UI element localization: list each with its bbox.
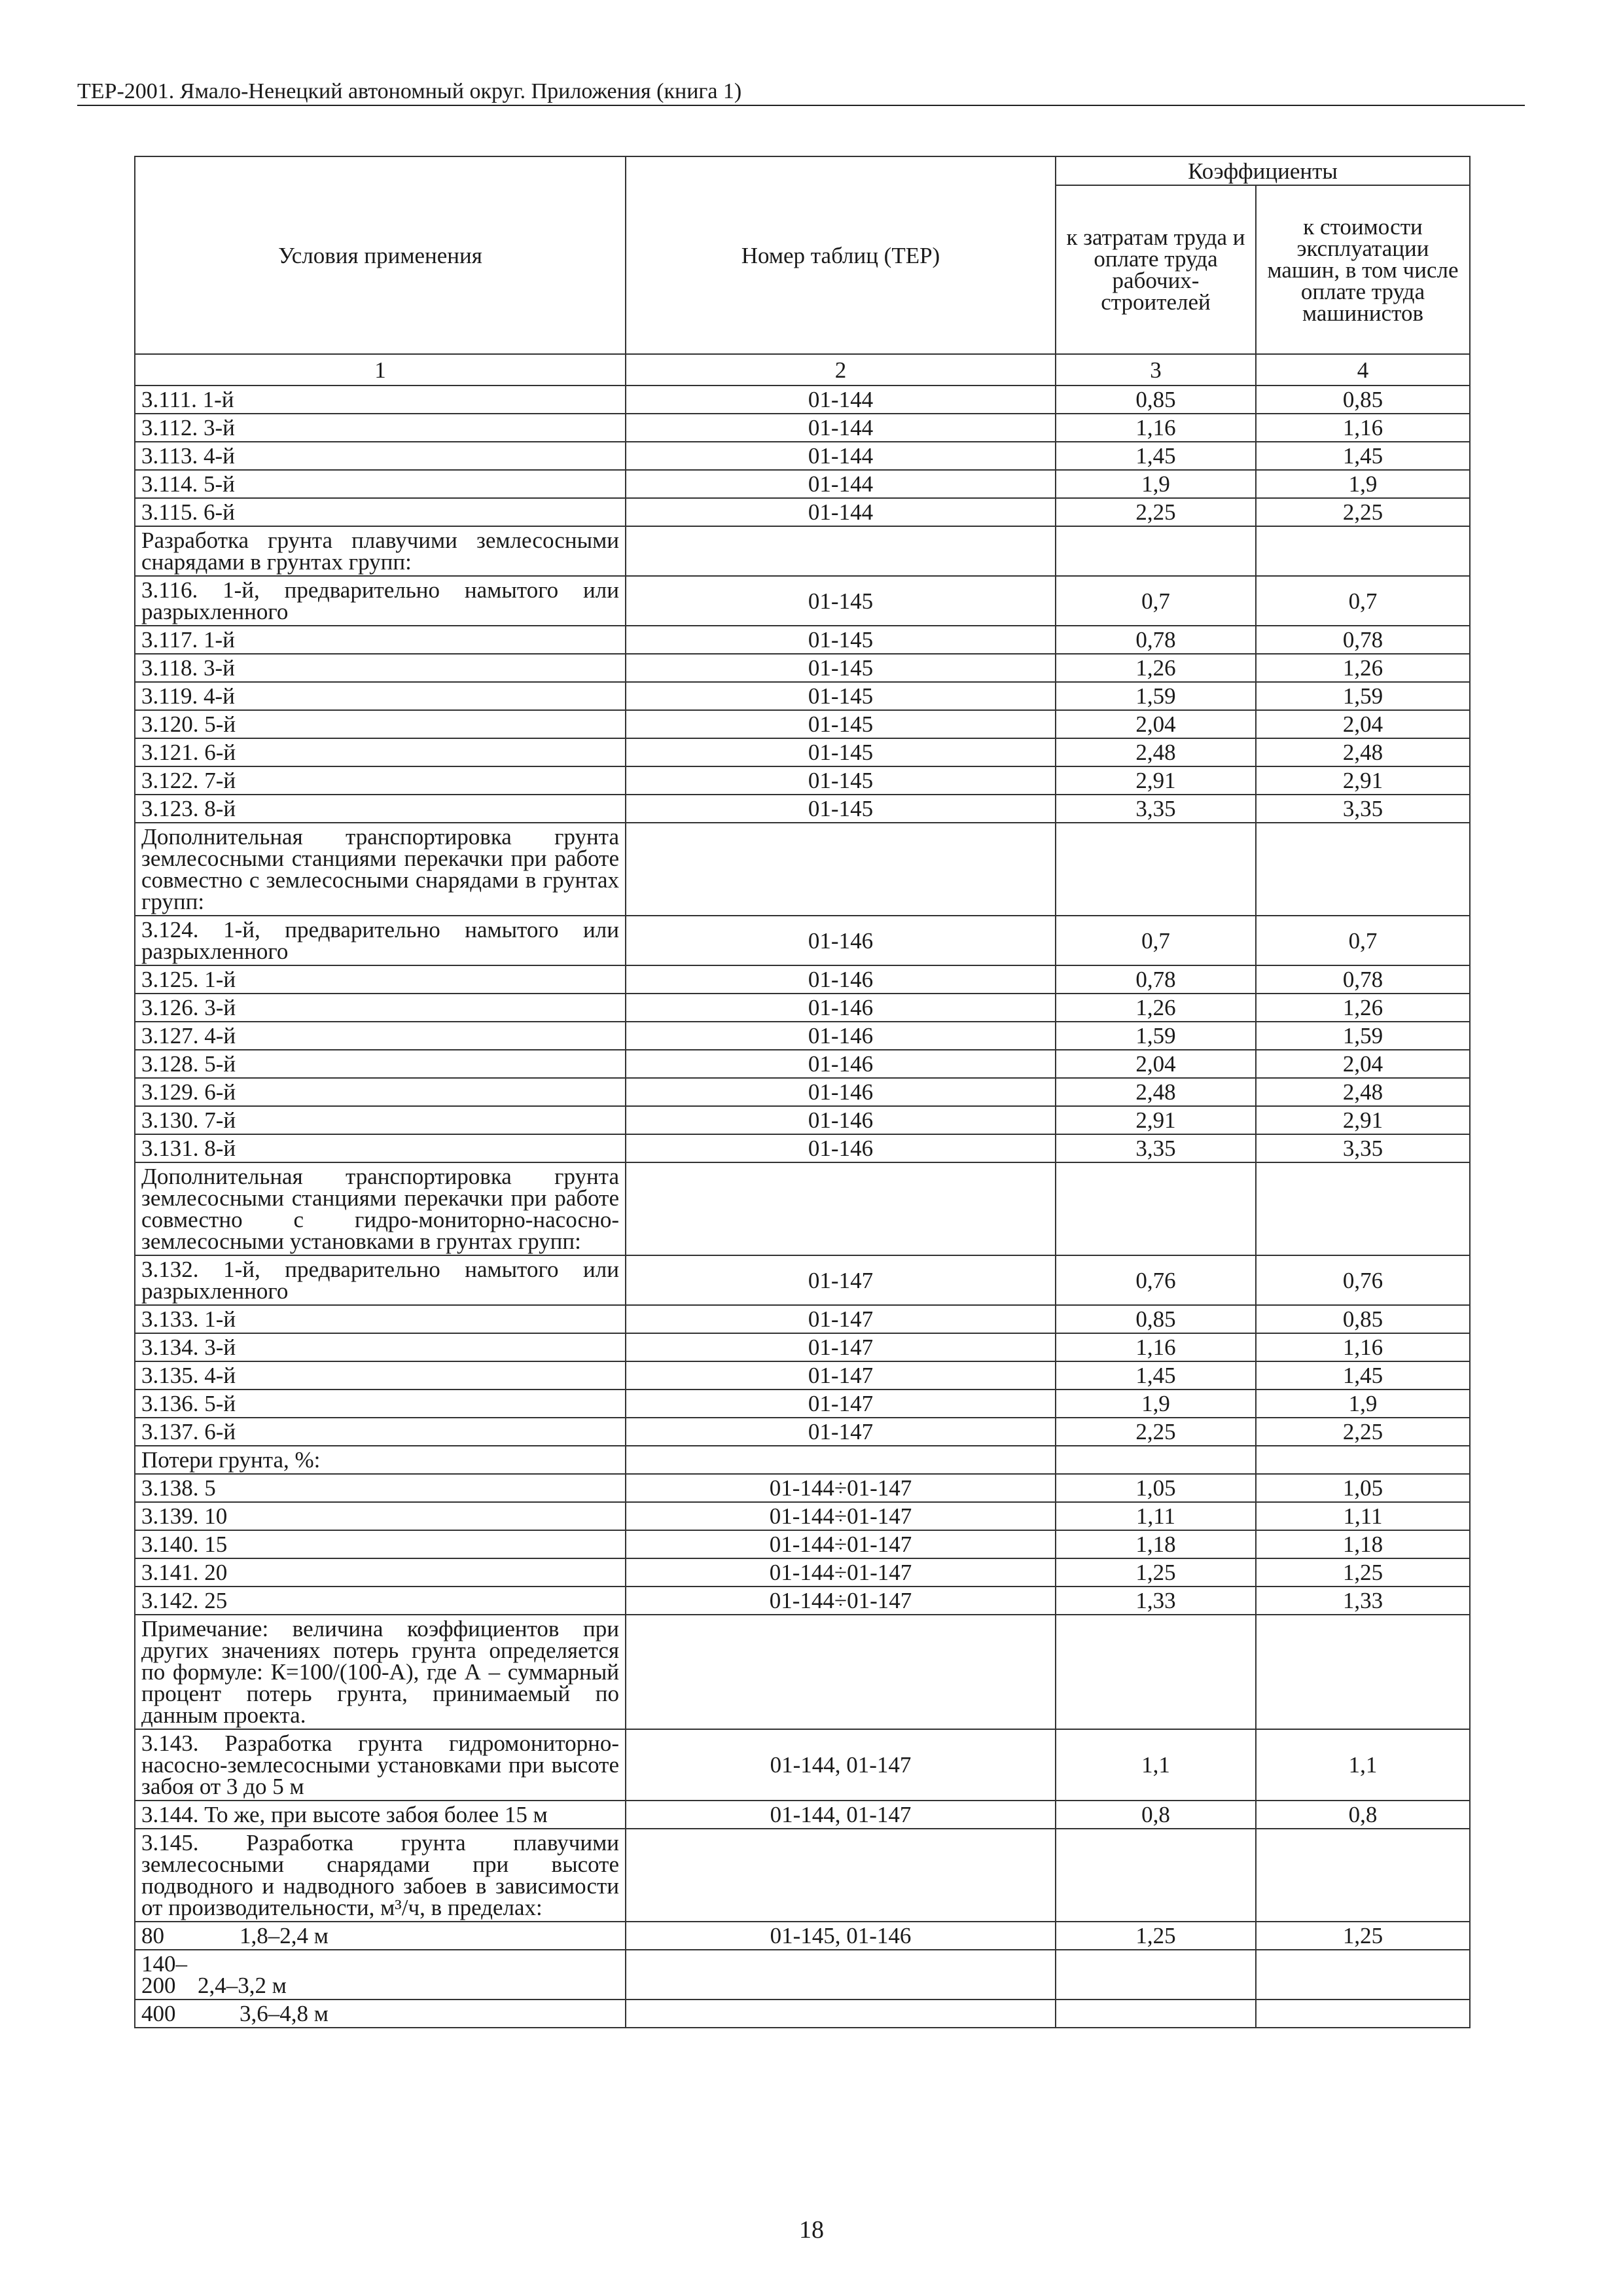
- table-head: [135, 156, 1470, 386]
- row-table-number: 01-147: [626, 1361, 1056, 1390]
- row-machines-coefficient: 1,25: [1256, 1922, 1470, 1950]
- row-machines-coefficient: 2,48: [1256, 1078, 1470, 1106]
- productivity-row: [135, 1922, 1470, 1950]
- table-row: [135, 654, 1470, 682]
- row-labor-coefficient: 1,59: [1056, 682, 1256, 710]
- row-description: Примечание: величина коэффициентов при других значениях потерь грунта определяется по формуле: К=100/(100-А), где А – суммарный процент потерь грунта, принимаемый по данным проекта.: [135, 1615, 626, 1729]
- row-table-number: [626, 823, 1056, 916]
- row-table-number: 01-144: [626, 414, 1056, 442]
- row-table-number: 01-146: [626, 994, 1056, 1022]
- row-table-number: 01-147: [626, 1305, 1056, 1333]
- row-description: 3.118. 3-й: [135, 654, 626, 682]
- row-machines-coefficient: 0,8: [1256, 1801, 1470, 1829]
- row-labor-coefficient: 0,78: [1056, 626, 1256, 654]
- productivity-description: [135, 1950, 626, 2000]
- row-machines-coefficient: 1,26: [1256, 654, 1470, 682]
- row-description: 3.124. 1-й, предварительно намытого или разрыхленного: [135, 916, 626, 965]
- table-row: [135, 1418, 1470, 1446]
- row-machines-coefficient: 2,04: [1256, 710, 1470, 738]
- table-row: [135, 1305, 1470, 1333]
- row-table-number: [626, 1615, 1056, 1729]
- row-labor-coefficient: 1,16: [1056, 414, 1256, 442]
- table-row: [135, 386, 1470, 414]
- table-row: [135, 710, 1470, 738]
- row-description: 3.126. 3-й: [135, 994, 626, 1022]
- row-description: 3.112. 3-й: [135, 414, 626, 442]
- column-number: 3: [1056, 354, 1256, 386]
- productivity-height: 2,4–3,2 м: [198, 1973, 287, 1998]
- row-table-number: 01-145: [626, 626, 1056, 654]
- row-description: 3.117. 1-й: [135, 626, 626, 654]
- productivity-body: [135, 1922, 1470, 2028]
- running-header: ТЕР-2001. Ямало-Ненецкий автономный округ. Приложения (книга 1): [77, 79, 742, 103]
- productivity-row: [135, 1950, 1470, 2000]
- row-labor-coefficient: 1,11: [1056, 1502, 1256, 1530]
- table-row: [135, 1390, 1470, 1418]
- row-table-number: 01-145, 01-146: [626, 1922, 1056, 1950]
- row-labor-coefficient: 0,78: [1056, 965, 1256, 994]
- table-row: [135, 1502, 1470, 1530]
- row-table-number: 01-144÷01-147: [626, 1530, 1056, 1558]
- row-table-number: [626, 2000, 1056, 2028]
- row-machines-coefficient: 1,11: [1256, 1502, 1470, 1530]
- table-row: [135, 1078, 1470, 1106]
- row-machines-coefficient: 0,76: [1256, 1255, 1470, 1305]
- table-row: [135, 626, 1470, 654]
- row-machines-coefficient: 1,05: [1256, 1474, 1470, 1502]
- row-description: 3.114. 5-й: [135, 470, 626, 498]
- row-description: 3.119. 4-й: [135, 682, 626, 710]
- row-table-number: 01-146: [626, 1134, 1056, 1162]
- column-number: 2: [626, 354, 1056, 386]
- row-labor-coefficient: 3,35: [1056, 795, 1256, 823]
- row-description: 3.122. 7-й: [135, 766, 626, 795]
- row-table-number: 01-144÷01-147: [626, 1502, 1056, 1530]
- row-labor-coefficient: 2,04: [1056, 710, 1256, 738]
- productivity-capacity: 400: [141, 2001, 176, 2026]
- productivity-height: 1,8–2,4 м: [240, 1923, 329, 1948]
- row-table-number: 01-146: [626, 1106, 1056, 1134]
- row-machines-coefficient: 0,85: [1256, 386, 1470, 414]
- row-description: 3.140. 15: [135, 1530, 626, 1558]
- row-labor-coefficient: 2,48: [1056, 1078, 1256, 1106]
- row-machines-coefficient: [1256, 823, 1470, 916]
- header-conditions: Условия применения: [135, 156, 626, 354]
- table-row: [135, 1530, 1470, 1558]
- table-row: [135, 795, 1470, 823]
- row-description: 3.113. 4-й: [135, 442, 626, 470]
- row-machines-coefficient: [1256, 2000, 1470, 2028]
- row-description: 3.139. 10: [135, 1502, 626, 1530]
- row-description: 3.121. 6-й: [135, 738, 626, 766]
- row-machines-coefficient: 1,26: [1256, 994, 1470, 1022]
- row-table-number: 01-145: [626, 576, 1056, 626]
- row-machines-coefficient: 0,78: [1256, 965, 1470, 994]
- row-machines-coefficient: 1,18: [1256, 1530, 1470, 1558]
- header-labor: к затратам труда и оплате труда рабочих-строителей: [1056, 185, 1256, 354]
- row-table-number: 01-145: [626, 682, 1056, 710]
- row-description: 3.133. 1-й: [135, 1305, 626, 1333]
- table-row: [135, 1446, 1470, 1474]
- row-table-number: 01-145: [626, 654, 1056, 682]
- row-machines-coefficient: [1256, 1162, 1470, 1255]
- row-table-number: 01-147: [626, 1333, 1056, 1361]
- row-machines-coefficient: [1256, 1829, 1470, 1922]
- row-labor-coefficient: 1,45: [1056, 1361, 1256, 1390]
- row-table-number: [626, 1950, 1056, 2000]
- productivity-capacity: 80: [141, 1923, 164, 1948]
- row-machines-coefficient: 0,85: [1256, 1305, 1470, 1333]
- table-row: [135, 576, 1470, 626]
- row-description: 3.141. 20: [135, 1558, 626, 1587]
- row-table-number: 01-146: [626, 1050, 1056, 1078]
- row-machines-coefficient: 2,25: [1256, 1418, 1470, 1446]
- row-description: 3.137. 6-й: [135, 1418, 626, 1446]
- table-row: [135, 1474, 1470, 1502]
- row-table-number: 01-146: [626, 1022, 1056, 1050]
- table-row: [135, 1106, 1470, 1134]
- row-description: 3.131. 8-й: [135, 1134, 626, 1162]
- row-machines-coefficient: 0,78: [1256, 626, 1470, 654]
- table-row: [135, 823, 1470, 916]
- row-table-number: 01-147: [626, 1390, 1056, 1418]
- row-description: 3.111. 1-й: [135, 386, 626, 414]
- row-labor-coefficient: 2,04: [1056, 1050, 1256, 1078]
- row-labor-coefficient: 1,33: [1056, 1587, 1256, 1615]
- table-row: [135, 1050, 1470, 1078]
- row-table-number: 01-145: [626, 766, 1056, 795]
- row-description: 3.116. 1-й, предварительно намытого или разрыхленного: [135, 576, 626, 626]
- header-rule: [77, 105, 1525, 106]
- row-machines-coefficient: 2,04: [1256, 1050, 1470, 1078]
- table-row: [135, 994, 1470, 1022]
- row-table-number: 01-144: [626, 442, 1056, 470]
- row-labor-coefficient: 0,85: [1056, 386, 1256, 414]
- header-machines: к стоимости эксплуатации машин, в том числе оплате труда машинистов: [1256, 185, 1470, 354]
- row-description: 3.143. Разработка грунта гидромониторно-насосно-землесосными установками при высоте забоя от 3 до 5 м: [135, 1729, 626, 1801]
- row-labor-coefficient: [1056, 1162, 1256, 1255]
- productivity-description: [135, 1922, 626, 1950]
- row-labor-coefficient: 1,45: [1056, 442, 1256, 470]
- row-table-number: 01-146: [626, 916, 1056, 965]
- table-row: [135, 916, 1470, 965]
- row-table-number: 01-144: [626, 386, 1056, 414]
- table-row: [135, 1333, 1470, 1361]
- row-machines-coefficient: 1,33: [1256, 1587, 1470, 1615]
- productivity-capacity: 140–200: [141, 1951, 187, 1998]
- row-description: 3.125. 1-й: [135, 965, 626, 994]
- row-machines-coefficient: 0,7: [1256, 576, 1470, 626]
- row-description: 3.136. 5-й: [135, 1390, 626, 1418]
- row-description: 3.142. 25: [135, 1587, 626, 1615]
- row-labor-coefficient: 1,9: [1056, 1390, 1256, 1418]
- productivity-row: [135, 2000, 1470, 2028]
- table-row: [135, 1729, 1470, 1801]
- column-numbers-row: [135, 354, 1470, 386]
- table-row: [135, 1558, 1470, 1587]
- row-labor-coefficient: [1056, 526, 1256, 576]
- row-machines-coefficient: 1,59: [1256, 682, 1470, 710]
- column-number: 4: [1256, 354, 1470, 386]
- row-description: 3.134. 3-й: [135, 1333, 626, 1361]
- row-labor-coefficient: 1,26: [1056, 654, 1256, 682]
- table-row: [135, 1134, 1470, 1162]
- table-row: [135, 682, 1470, 710]
- row-table-number: 01-145: [626, 795, 1056, 823]
- row-machines-coefficient: 2,25: [1256, 498, 1470, 526]
- row-description: 3.138. 5: [135, 1474, 626, 1502]
- row-table-number: [626, 1446, 1056, 1474]
- row-machines-coefficient: 1,16: [1256, 1333, 1470, 1361]
- header-table-number: Номер таблиц (ТЕР): [626, 156, 1056, 354]
- row-table-number: 01-144, 01-147: [626, 1729, 1056, 1801]
- row-description: 3.144. То же, при высоте забоя более 15 м: [135, 1801, 626, 1829]
- row-description: 3.120. 5-й: [135, 710, 626, 738]
- row-machines-coefficient: 1,59: [1256, 1022, 1470, 1050]
- column-number: 1: [135, 354, 626, 386]
- productivity-height: 3,6–4,8 м: [240, 2001, 329, 2026]
- row-labor-coefficient: 0,8: [1056, 1801, 1256, 1829]
- row-table-number: 01-144÷01-147: [626, 1587, 1056, 1615]
- row-machines-coefficient: [1256, 526, 1470, 576]
- row-table-number: 01-147: [626, 1418, 1056, 1446]
- row-table-number: 01-146: [626, 1078, 1056, 1106]
- row-description: 3.129. 6-й: [135, 1078, 626, 1106]
- row-table-number: 01-145: [626, 738, 1056, 766]
- row-labor-coefficient: [1056, 1950, 1256, 2000]
- row-labor-coefficient: [1056, 1615, 1256, 1729]
- table-row: [135, 965, 1470, 994]
- table-row: [135, 470, 1470, 498]
- row-description: 3.115. 6-й: [135, 498, 626, 526]
- row-labor-coefficient: 0,76: [1056, 1255, 1256, 1305]
- row-labor-coefficient: 2,91: [1056, 1106, 1256, 1134]
- row-labor-coefficient: 1,05: [1056, 1474, 1256, 1502]
- row-machines-coefficient: 1,45: [1256, 1361, 1470, 1390]
- table-row: [135, 1361, 1470, 1390]
- row-description: 3.132. 1-й, предварительно намытого или разрыхленного: [135, 1255, 626, 1305]
- row-labor-coefficient: 1,25: [1056, 1922, 1256, 1950]
- row-labor-coefficient: 1,9: [1056, 470, 1256, 498]
- row-machines-coefficient: 1,9: [1256, 470, 1470, 498]
- row-table-number: 01-144: [626, 470, 1056, 498]
- table-row: [135, 738, 1470, 766]
- row-description: 3.145. Разработка грунта плавучими землесосными снарядами при высоте подводного и надводного забоев в зависимости от производительности, м³/ч, в пределах:: [135, 1829, 626, 1922]
- row-labor-coefficient: [1056, 1446, 1256, 1474]
- row-labor-coefficient: 1,18: [1056, 1530, 1256, 1558]
- table-row: [135, 442, 1470, 470]
- row-description: 3.127. 4-й: [135, 1022, 626, 1050]
- row-labor-coefficient: 2,48: [1056, 738, 1256, 766]
- row-table-number: 01-144: [626, 498, 1056, 526]
- row-description: 3.135. 4-й: [135, 1361, 626, 1390]
- page-number: 18: [799, 2216, 824, 2244]
- table-row: [135, 1587, 1470, 1615]
- row-machines-coefficient: [1256, 1950, 1470, 2000]
- coefficients-table: [134, 156, 1471, 2028]
- row-labor-coefficient: 2,25: [1056, 1418, 1256, 1446]
- row-description: Дополнительная транспортировка грунта землесосными станциями перекачки при работе совместно с землесосными снарядами в грунтах групп:: [135, 823, 626, 916]
- row-machines-coefficient: 1,45: [1256, 442, 1470, 470]
- row-table-number: 01-147: [626, 1255, 1056, 1305]
- row-machines-coefficient: 3,35: [1256, 1134, 1470, 1162]
- row-machines-coefficient: 2,91: [1256, 1106, 1470, 1134]
- row-table-number: 01-144÷01-147: [626, 1558, 1056, 1587]
- row-description: Потери грунта, %:: [135, 1446, 626, 1474]
- table-row: [135, 498, 1470, 526]
- row-machines-coefficient: 1,16: [1256, 414, 1470, 442]
- table-row: [135, 526, 1470, 576]
- row-labor-coefficient: 0,85: [1056, 1305, 1256, 1333]
- row-labor-coefficient: [1056, 823, 1256, 916]
- table-row: [135, 1022, 1470, 1050]
- productivity-description: [135, 2000, 626, 2028]
- row-table-number: [626, 1829, 1056, 1922]
- row-labor-coefficient: 0,7: [1056, 576, 1256, 626]
- table-row: [135, 766, 1470, 795]
- row-labor-coefficient: 2,25: [1056, 498, 1256, 526]
- table-row: [135, 1255, 1470, 1305]
- row-table-number: 01-145: [626, 710, 1056, 738]
- table-row: [135, 1829, 1470, 1922]
- row-labor-coefficient: 2,91: [1056, 766, 1256, 795]
- table-row: [135, 1615, 1470, 1729]
- row-description: 3.130. 7-й: [135, 1106, 626, 1134]
- row-machines-coefficient: [1256, 1615, 1470, 1729]
- table-body: [135, 386, 1470, 1922]
- row-description: Разработка грунта плавучими землесосными снарядами в грунтах групп:: [135, 526, 626, 576]
- row-machines-coefficient: 1,1: [1256, 1729, 1470, 1801]
- row-labor-coefficient: 3,35: [1056, 1134, 1256, 1162]
- row-table-number: 01-144÷01-147: [626, 1474, 1056, 1502]
- row-machines-coefficient: 1,25: [1256, 1558, 1470, 1587]
- row-machines-coefficient: 1,9: [1256, 1390, 1470, 1418]
- row-labor-coefficient: [1056, 1829, 1256, 1922]
- row-machines-coefficient: 2,48: [1256, 738, 1470, 766]
- row-labor-coefficient: 0,7: [1056, 916, 1256, 965]
- row-labor-coefficient: 1,59: [1056, 1022, 1256, 1050]
- row-description: 3.123. 8-й: [135, 795, 626, 823]
- row-machines-coefficient: 3,35: [1256, 795, 1470, 823]
- row-description: Дополнительная транспортировка грунта землесосными станциями перекачки при работе совместно с гидро-мониторно-насосно-землесосными установками в грунтах групп:: [135, 1162, 626, 1255]
- header-coefficients: Коэффициенты: [1056, 156, 1470, 185]
- row-labor-coefficient: 1,16: [1056, 1333, 1256, 1361]
- table-row: [135, 414, 1470, 442]
- row-machines-coefficient: [1256, 1446, 1470, 1474]
- row-labor-coefficient: 1,1: [1056, 1729, 1256, 1801]
- row-table-number: 01-146: [626, 965, 1056, 994]
- row-labor-coefficient: 1,25: [1056, 1558, 1256, 1587]
- row-machines-coefficient: 2,91: [1256, 766, 1470, 795]
- row-labor-coefficient: [1056, 2000, 1256, 2028]
- row-description: 3.128. 5-й: [135, 1050, 626, 1078]
- table-row: [135, 1801, 1470, 1829]
- row-table-number: [626, 526, 1056, 576]
- row-table-number: 01-144, 01-147: [626, 1801, 1056, 1829]
- table-row: [135, 1162, 1470, 1255]
- row-table-number: [626, 1162, 1056, 1255]
- row-machines-coefficient: 0,7: [1256, 916, 1470, 965]
- row-labor-coefficient: 1,26: [1056, 994, 1256, 1022]
